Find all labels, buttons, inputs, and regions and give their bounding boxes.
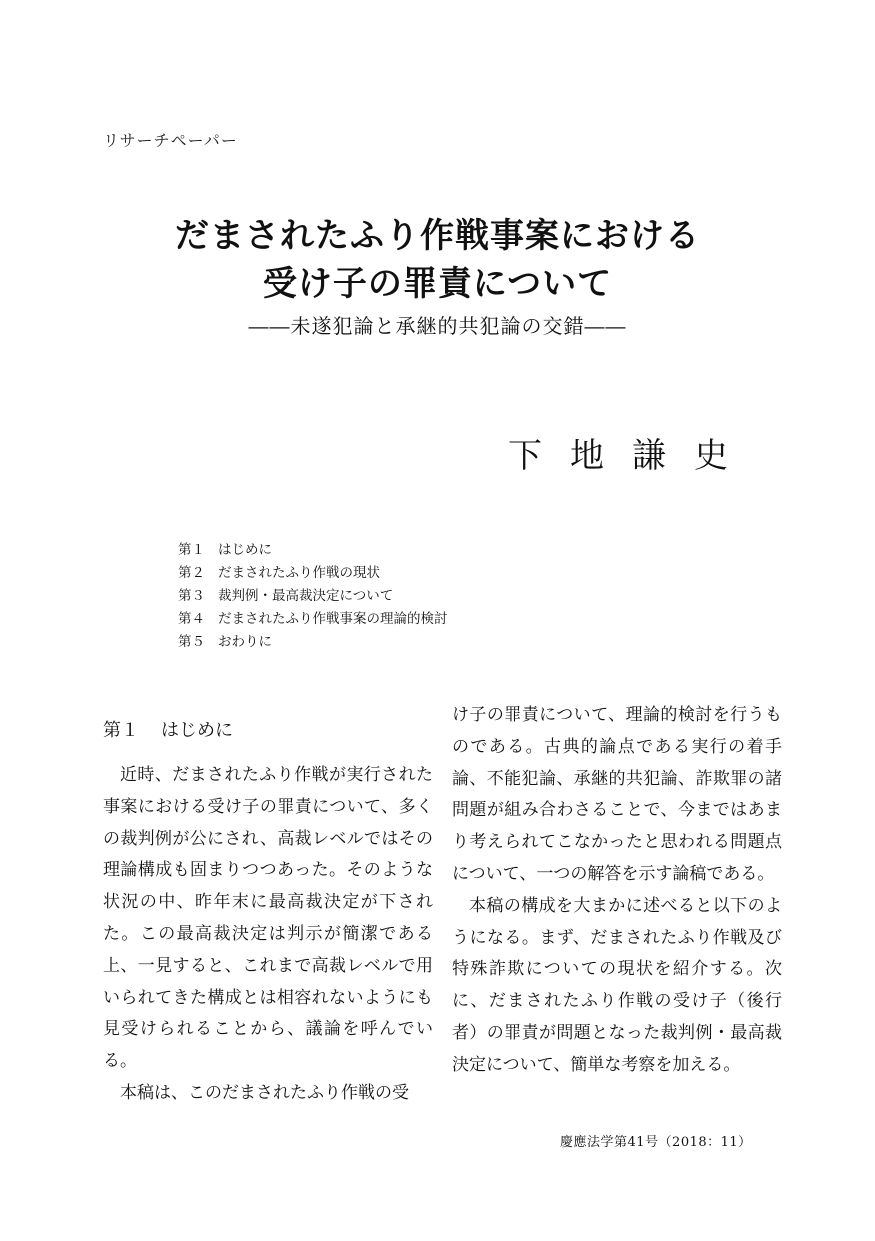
body-column-left bbox=[103, 760, 433, 1110]
section-title: はじめに bbox=[161, 720, 233, 741]
toc-item bbox=[178, 608, 448, 631]
author-name: 下地謙史 bbox=[508, 436, 756, 476]
body-paragraph-2-start: 本稿は、このだまされたふり作戦の受 bbox=[120, 1082, 409, 1103]
subtitle: ――未遂犯論と承継的共犯論の交錯―― bbox=[248, 314, 627, 338]
toc-item-label: おわりに bbox=[218, 634, 272, 650]
toc-item bbox=[178, 585, 448, 608]
toc-item-number: 第４ bbox=[178, 611, 205, 627]
toc-item bbox=[178, 539, 448, 562]
toc-item bbox=[178, 562, 448, 585]
section-number: 第１ bbox=[103, 720, 139, 741]
toc-item-label: はじめに bbox=[218, 542, 272, 558]
title-line-2: 受け子の罪責について bbox=[262, 264, 613, 304]
table-of-contents bbox=[178, 539, 448, 654]
body-column-right bbox=[452, 700, 782, 1082]
toc-item-number: 第１ bbox=[178, 542, 205, 558]
toc-item-number: 第５ bbox=[178, 634, 205, 650]
toc-item-label: だまされたふり作戦の現状 bbox=[218, 565, 380, 581]
title-block bbox=[0, 212, 875, 339]
body-paragraph-3: 本稿の構成を大まかに述べると以下のようになる。まず、だまされたふり作戦及び特殊詐欺についての現状を紹介する。次に、だまされたふり作戦の受け子（後行者）の罪責が問題となった裁判例・最高裁決定について、簡単な考察を加える。 bbox=[452, 895, 782, 1075]
body-paragraph-1: 近時、だまされたふり作戦が実行された事案における受け子の罪責について、多くの裁判例が公にされ、高裁レベルではその理論構成も固まりつつあった。そのような状況の中、昨年末に最高裁決定が下された。この最高裁決定は判示が簡潔である上、一見すると、これまで高裁レベルで用いられてきた構成とは相容れないようにも見受けられることから、議論を呼んでいる。 bbox=[103, 765, 433, 1072]
journal-footer: 慶應法学第41号（2018：11） bbox=[560, 1135, 752, 1150]
section-heading bbox=[103, 716, 233, 742]
title-line-1: だまされたふり作戦事案における bbox=[175, 216, 700, 256]
toc-item-label: 裁判例・最高裁決定について bbox=[218, 588, 394, 604]
toc-item bbox=[178, 631, 448, 654]
article-category: リサーチペーパー bbox=[103, 131, 238, 150]
toc-item-number: 第２ bbox=[178, 565, 205, 581]
toc-item-label: だまされたふり作戦事案の理論的検討 bbox=[218, 611, 448, 627]
body-paragraph-2-continued: け子の罪責について、理論的検討を行うものである。古典的論点である実行の着手論、不能犯論、承継的共犯論、詐欺罪の諸問題が組み合わさることで、今まではあまり考えられてこなかったと思われる問題点について、一つの解答を示す論稿である。 bbox=[452, 705, 782, 884]
toc-item-number: 第３ bbox=[178, 588, 205, 604]
